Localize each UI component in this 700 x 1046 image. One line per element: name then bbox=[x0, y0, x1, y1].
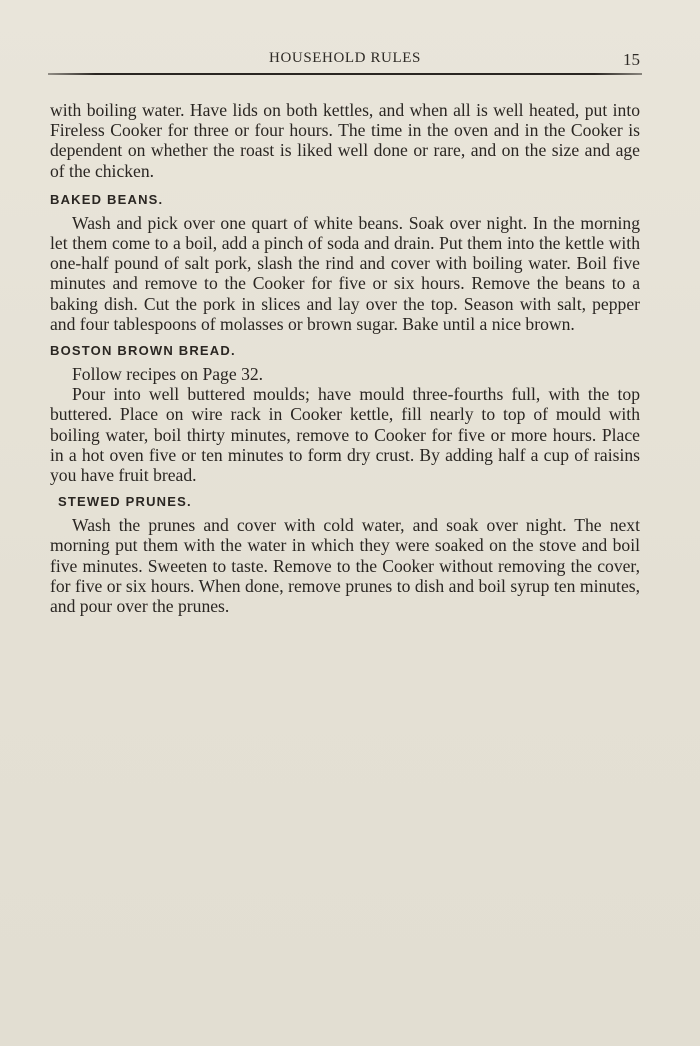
section-heading: BOSTON BROWN BREAD. bbox=[50, 343, 236, 359]
section-paragraph: Follow recipes on Page 32. bbox=[72, 364, 264, 385]
page-number: 15 bbox=[623, 50, 640, 69]
page-body bbox=[50, 100, 640, 616]
section-stewed-prunes bbox=[50, 494, 640, 616]
continuation-paragraph: with boiling water. Have lids on both kettles, and when all is well heated, put into Fireless Cooker for three or four hours. The time in the oven and in the Cooker is dependent on whether the roast is liked well done or rare, and on the size and age of the chicken. bbox=[50, 100, 640, 181]
section-paragraph: Wash and pick over one quart of white beans. Soak over night. In the morning let them come to a boil, add a pinch of soda and drain. Put them into the kettle with one-half pound of salt pork, slash the rind and cover with boiling water. Boil five minutes and remove to the Cooker for five or six hours. Remove the beans to a baking dish. Cut the pork in slices and lay over the top. Season with salt, pepper and four tablespoons of molasses or brown sugar. Bake until a nice brown. bbox=[50, 212, 640, 334]
section-paragraph: Wash the prunes and cover with cold water, and soak over night. The next morning put them with the water in which they were soaked on the stove and boil five minutes. Sweeten to taste. Remove to the Cooker without removing the cover, for five or six hours. When done, remove prunes to dish and boil syrup ten minutes, and pour over the prunes. bbox=[50, 515, 640, 617]
section-heading: STEWED PRUNES. bbox=[58, 494, 192, 510]
running-head bbox=[50, 50, 640, 72]
header-rule bbox=[48, 73, 642, 75]
section-baked-beans bbox=[50, 192, 640, 334]
section-boston-brown-bread bbox=[50, 343, 640, 485]
running-title: HOUSEHOLD RULES bbox=[269, 50, 421, 66]
section-heading: BAKED BEANS. bbox=[50, 191, 164, 207]
section-paragraph: Pour into well buttered moulds; have mould three-fourths full, with the top buttered. Place on wire rack in Cooker kettle, fill nearly to top of mould with boiling water, boil thirty minutes, remove to Cooker for five or more hours. Place in a hot oven five or ten minutes to form dry crust. By adding half a cup of raisins you have fruit bread. bbox=[50, 384, 640, 486]
